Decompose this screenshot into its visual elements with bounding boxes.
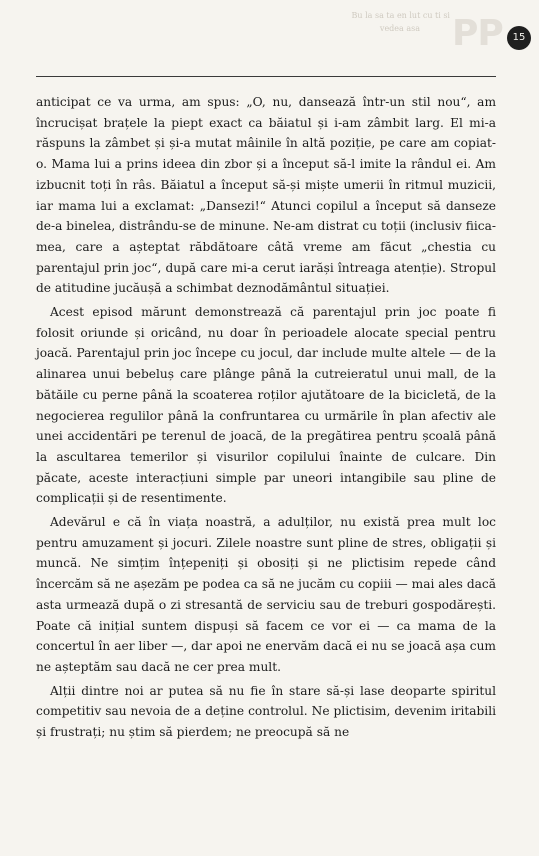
body-text: [36, 92, 496, 746]
page-number-badge: 15: [507, 26, 531, 50]
bleed-through-header: [300, 10, 450, 34]
ghost-line-1: Bu la sa ta en lut cu ti si: [351, 11, 450, 20]
ghost-line-2: vedea asa: [379, 24, 420, 33]
paragraph-adult-life: Adevărul e că în viața noastră, a adulților, nu există prea mult loc pentru amuzament și jocuri. Zilele noastre sunt pline de stres, obligații și muncă. Ne simțim înțepeniți și obosiți și ne plictisim repede când încercăm să ne așezăm pe podea ca să ne jucăm cu copiii — mai ales dacă asta urmează după o zi stresantă de serviciu sau de treburi gospodărești. Poate că inițial suntem dispuși să facem ce vor ei — ca mama de la concertul în aer liber —, dar apoi ne enervăm dacă ei nu se joacă așa cum ne așteptăm sau dacă ne cer prea mult.: [36, 515, 496, 674]
header-rule: [36, 76, 496, 77]
paragraph-episode: Acest episod mărunt demonstrează că parentajul prin joc poate fi folosit oriunde și oricând, nu doar în perioadele alocate special pentru joacă. Parentajul prin joc începe cu jocul, dar include multe altele — de la alinarea unui bebeluș care plânge până la cutreieratul unui mall, de la bătăile cu perne până la scoaterea roților ajutătoare de la bicicletă, de la negocierea regulilor până la confruntarea cu urmările în plan afectiv ale unei accidentări pe terenul de joacă, de la pregătirea pentru școală până la ascultarea temerilor și visurilor copilului înainte de culcare. Din păcate, aceste interacțiuni simple par uneori intangibile sau pline de complicații și de resentimente.: [36, 305, 496, 506]
paragraph-competitive: Alții dintre noi ar putea să nu fie în stare să-și lase deoparte spiritul competitiv sau nevoia de a deține controlul. Ne plictisim, devenim iritabili și frustrați; nu știm să pierdem; ne preocupă să ne: [36, 683, 496, 740]
bleed-through-letters: PP: [452, 13, 503, 54]
paragraph-continued: anticipat ce va urma, am spus: „O, nu, dansează într-un stil nou“, am încrucișat brațele la piept exact ca băiatul și i-am zâmbit larg. El mi-a răspuns la zâmbet și și-a mutat mâinile în altă poziție, pe care am copiat-o. Mama lui a prins ideea din zbor și a început să-l imite la rândul ei. Am izbucnit toți în râs. Băiatul a început să-și miște umerii în ritmul muzicii, iar mama lui a exclamat: „Dansezi!“ Atunci copilul a început să danseze de-a binelea, distrându-se de minune. Ne-am distrat cu toții (inclusiv fiica-mea, care a așteptat răbdătoare câtă vreme am făcut „chestia cu parentajul prin joc“, după care mi-a cerut iarăși întreaga atenție). Stropul de atitudine jucăușă a schimbat deznodământul situației.: [36, 95, 496, 296]
